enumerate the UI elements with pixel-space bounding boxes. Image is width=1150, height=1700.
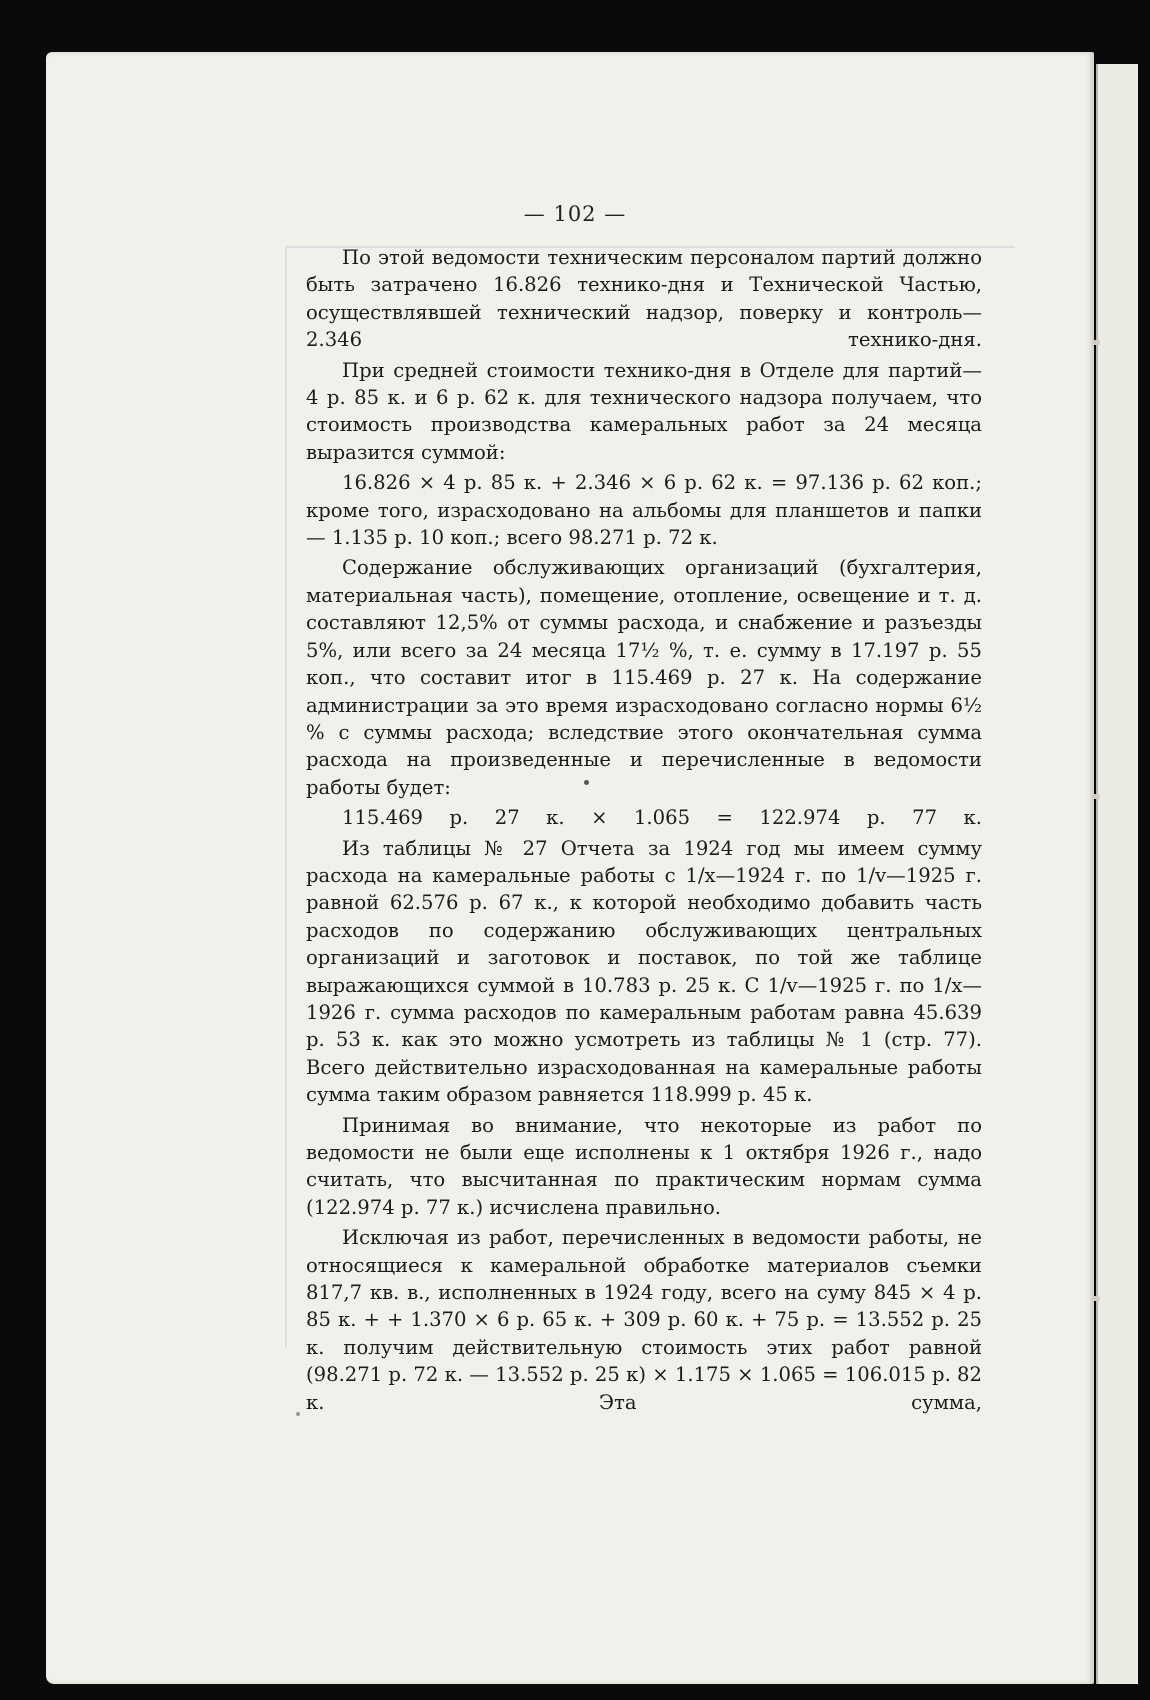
paragraph: Содержание обслуживающих организаций (бухгалтерия, материальная часть), помещение, отопление, освещение и т. д. составляют 12,5% от суммы расхода, и снабжение и разъезды 5%, или всего за 24 месяца 17½ %, т. е. сумму в 17.197 р. 55 коп., что составит итог в 115.469 р. 27 к. На содержание администрации за это время израсходовано согласно нормы 6½ % с суммы расхода; вследствие этого окончательная сумма расхода на произведенные и перечисленные в ведомости работы будет: [306, 556, 982, 799]
paragraph: По этой ведомости техническим персоналом партий должно быть затрачено 16.826 технико-дня и Технической Частью, осуществлявшей технический надзор, поверку и контроль—2.346 технико-дня. [306, 246, 982, 352]
paragraph: Принимая во внимание, что некоторые из работ по ведомости не были еще исполнены к 1 октября 1926 г., надо считать, что высчитанная по практическим нормам сумма (122.974 р. 77 к.) исчислена правильно. [306, 1113, 982, 1219]
binding-stitch [1092, 1296, 1100, 1301]
binding-stitch [1092, 340, 1100, 345]
paragraph: Из таблицы № 27 Отчета за 1924 год мы имеем сумму расхода на камеральные работы с 1/х—1924 г. по 1/v—1925 г. равной 62.576 р. 67 к., к которой необходимо добавить часть расходов по содержанию обслуживающих центральных организаций и заготовок и поставок, по той же таблице выражающихся суммой в 10.783 р. 25 к. С 1/v—1925 г. по 1/х—1926 г. сумма расходов по камеральным работам равна 45.639 р. 53 к. как это можно усмотреть из таблицы № 1 (стр. 77). Всего действительно израсходованная на камеральные работы сумма таким образом равняется 118.999 р. 45 к. [306, 836, 982, 1107]
ink-speck [584, 780, 589, 785]
paragraph: При средней стоимости технико-дня в Отделе для партий— 4 р. 85 к. и 6 р. 62 к. для технического надзора получаем, что стоимость производства камеральных работ за 24 месяца выразится суммой: [306, 358, 982, 464]
page-number: — 102 — [523, 202, 627, 226]
formula-paragraph: 16.826 × 4 р. 85 к. + 2.346 × 6 р. 62 к. = 97.136 р. 62 коп.; кроме того, израсходовано на альбомы для планшетов и папки— 1.135 р. 10 коп.; всего 98.271 р. 72 к. [306, 471, 982, 550]
body-text [306, 244, 982, 1419]
formula-line: 115.469 р. 27 к. × 1.065 = 122.974 р. 77 к. [342, 806, 982, 830]
binding-stitch [1092, 794, 1100, 799]
ink-speck [296, 1412, 300, 1416]
paragraph: Исключая из работ, перечисленных в ведомости работы, не относящиеся к камеральной обработке материалов съемки 817,7 кв. в., исполненных в 1924 году, всего на суму 845 × 4 р. 85 к. + + 1.370 × 6 р. 65 к. + 309 р. 60 к. + 75 р. = 13.552 р. 25 к. получим действительную стоимость этих работ равной (98.271 р. 72 к. — 13.552 р. 25 к) × 1.175 × 1.065 = 106.015 р. 82 к. Эта сумма, [306, 1226, 982, 1414]
next-page-edge [1096, 64, 1138, 1684]
